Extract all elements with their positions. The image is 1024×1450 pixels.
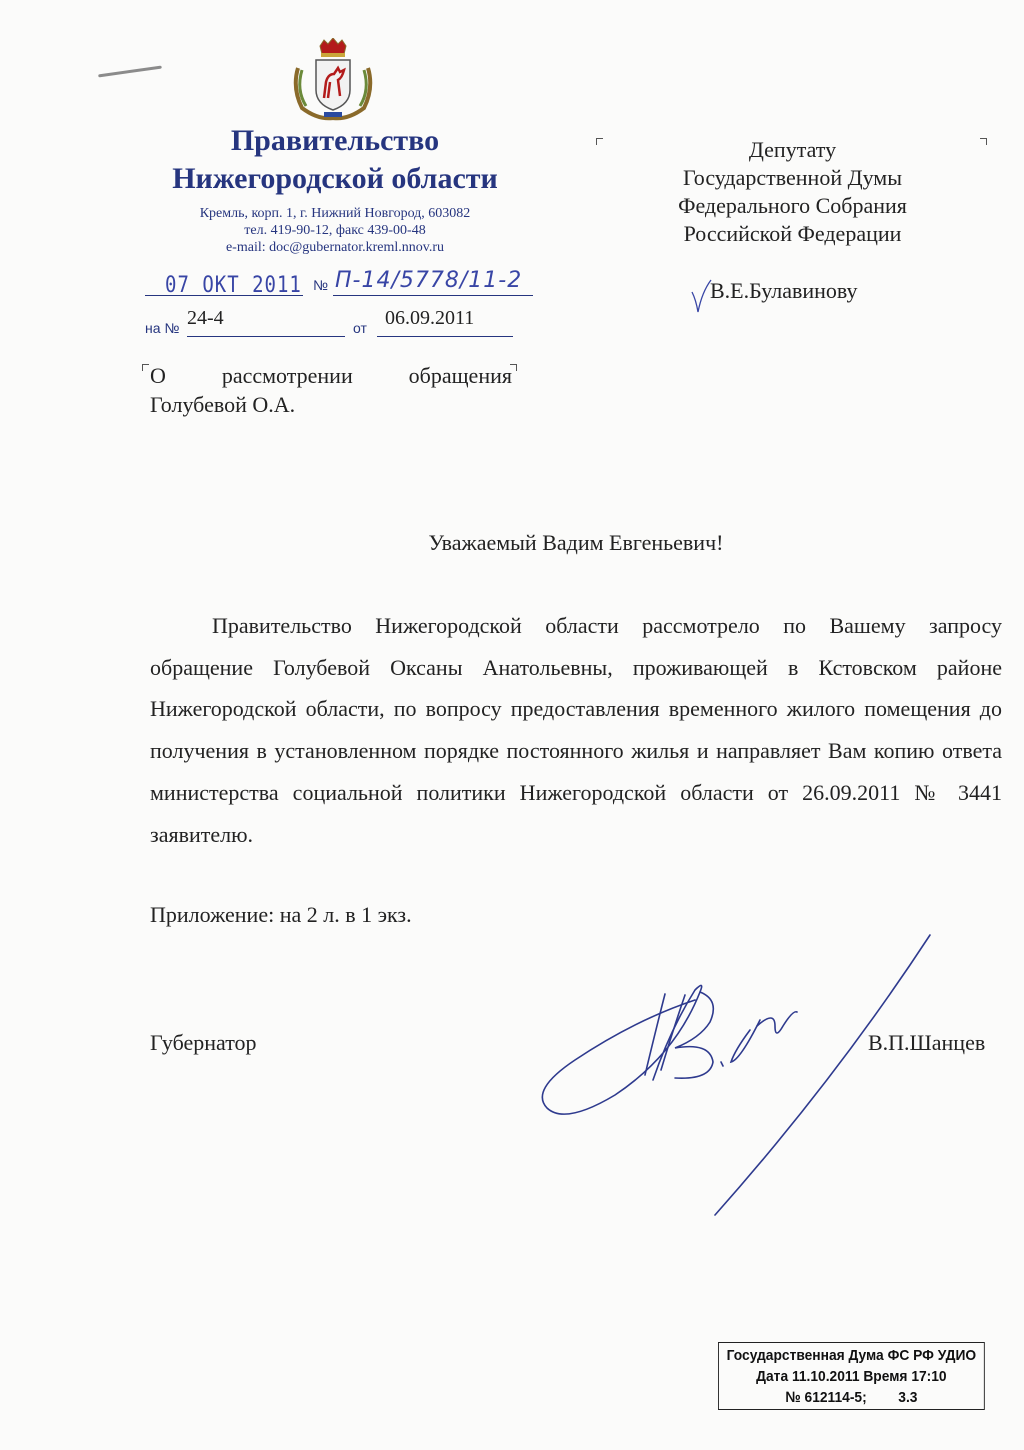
subject-corner-left [142,364,149,371]
date-underline [145,295,303,296]
reply-to-date: 06.09.2011 [385,307,475,329]
org-line-2: Нижегородской области [172,162,498,195]
attachment-note: Приложение: на 2 л. в 1 экз. [150,902,412,927]
reply-reference [145,304,545,340]
stamp-line-3 [719,1387,984,1408]
stamp-code: 3.3 [898,1389,918,1406]
stamp-line-2: Дата 11.10.2011 Время 17:10 [756,1368,947,1385]
reply-date-underline [377,336,513,337]
check-mark-icon [690,278,712,314]
addressee-corner-right [980,138,987,145]
letter-body: Правительство Нижегородской области рассмотрело по Вашему запросу обращение Голубевой Оксаны Анатольевны, проживающей в Кстовском районе Нижегородской области, по вопросу предоставления временного жилого помещения до получения в установленном порядке постоянного жилья и направляет Вам копию ответа министерства социальной политики Нижегородской области от 26.09.2011 № 3441 заявителю. [150,613,1002,847]
signatory-name: В.П.Шанцев [868,1030,986,1055]
from-label: от [353,320,367,336]
pencil-mark [98,66,162,78]
organization-title [120,122,550,198]
subject-line-1: О рассмотрении обращения [150,363,512,388]
addressee-line-2: Государственной Думы [682,165,903,190]
outgoing-date-stamp: 07 ОКТ 2011 [165,272,302,298]
addressee-line-3: Федерального Собрания [678,193,907,218]
addressee-line-4: Российской Федерации [683,221,902,246]
number-underline [333,295,533,296]
outgoing-reference [145,268,545,302]
org-email: e-mail: doc@gubernator.kreml.nnov.ru [225,240,445,255]
org-address: Кремль, корп. 1, г. Нижний Новгород, 603082 [199,206,471,221]
addressee-line-1: Депутату [748,137,837,162]
addressee-corner-left [596,138,603,145]
registration-stamp [718,1342,985,1410]
reply-number-underline [187,336,345,337]
addressee-block [640,136,945,248]
handwritten-signature [535,930,935,1220]
stamp-number: № 612114-5; [785,1389,867,1406]
reply-to-number: 24-4 [187,307,224,329]
number-label: № [313,277,329,293]
salutation: Уважаемый Вадим Евгеньевич! [428,530,724,555]
stamp-line-1: Государственная Дума ФС РФ УДИО [726,1347,977,1364]
subject-line-2: Голубевой О.А. [150,392,296,417]
coat-of-arms-icon [288,38,378,122]
outgoing-number-handwritten: П-14/5778/11-2 [335,268,523,293]
reply-to-label: на № [145,320,180,336]
addressee-name: В.Е.Булавинову [710,278,858,303]
organization-contacts [120,205,550,256]
org-phone: тел. 419-90-12, факс 439-00-48 [244,223,426,238]
signatory-title: Губернатор [150,1030,257,1055]
org-line-1: Правительство [230,124,440,157]
